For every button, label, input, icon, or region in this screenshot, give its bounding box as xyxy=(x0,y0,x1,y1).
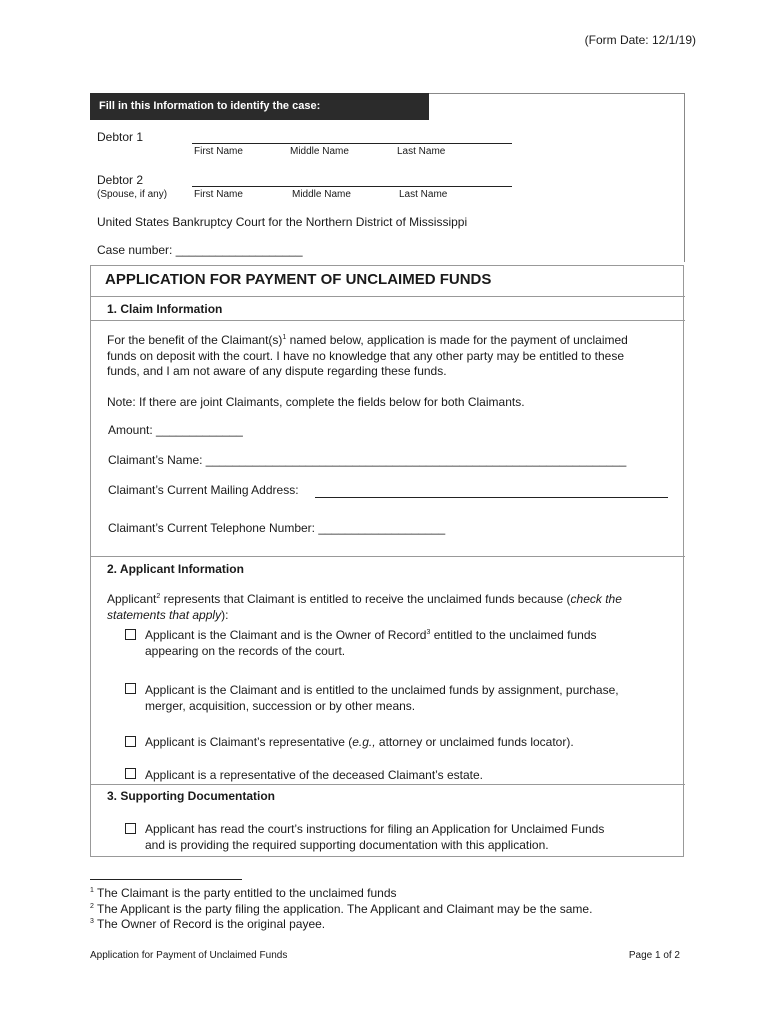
case-info-header: Fill in this Information to identify the case: xyxy=(90,93,429,120)
applicant-intro-text: Applicant xyxy=(107,592,157,606)
divider xyxy=(91,556,685,557)
debtor2-label: Debtor 2 xyxy=(97,173,144,187)
option-representative xyxy=(145,735,665,751)
option-text: Applicant has read the court’s instructions for filing an Application for Unclaimed Funds xyxy=(145,822,605,836)
debtor1-first-name-label: First Name xyxy=(194,146,243,157)
court-name: United States Bankruptcy Court for the Northern District of Mississippi xyxy=(97,215,468,229)
footnote-separator xyxy=(90,879,242,880)
debtor1-name-field[interactable] xyxy=(192,143,512,144)
applicant-intro xyxy=(107,592,677,623)
application-title: APPLICATION FOR PAYMENT OF UNCLAIMED FUNDS xyxy=(105,271,492,288)
footnote-number: 3 xyxy=(90,918,94,925)
case-number-field[interactable]: Case number: ___________________ xyxy=(97,243,303,257)
footnote-ref: 2 xyxy=(156,593,161,600)
debtor2-name-field[interactable] xyxy=(192,186,512,187)
option-text: attorney or unclaimed funds locator). xyxy=(375,735,574,749)
form-date: (Form Date: 12/1/19) xyxy=(584,33,696,47)
debtor2-last-name-label: Last Name xyxy=(399,189,448,200)
option-text: and is providing the required supporting documentation with this application. xyxy=(145,837,549,852)
debtor2-middle-name-label: Middle Name xyxy=(292,189,351,200)
option-owner-of-record xyxy=(145,628,665,659)
option-estate-representative: Applicant is a representative of the deceased Claimant’s estate. xyxy=(145,768,483,782)
option-text: merger, acquisition, succession or by other means. xyxy=(145,698,416,713)
divider xyxy=(91,784,685,785)
spouse-note: (Spouse, if any) xyxy=(97,189,168,200)
footnote-2 xyxy=(90,902,592,916)
option-text: Applicant is the Claimant and is entitled to the unclaimed funds by assignment, purchase, xyxy=(145,683,619,697)
footnote-text: The Owner of Record is the original payee. xyxy=(93,917,326,931)
option-text: Applicant is the Claimant and is the Owner of Record xyxy=(145,628,427,642)
debtor1-label: Debtor 1 xyxy=(97,130,144,144)
claim-paragraph xyxy=(107,333,677,380)
applicant-intro-italic: statements that apply xyxy=(107,607,222,622)
joint-claimants-note: Note: If there are joint Claimants, complete the fields below for both Claimants. xyxy=(107,395,525,409)
claimant-name-field[interactable]: Claimant’s Name: _______________________________________________________________ xyxy=(108,453,627,467)
option-text: appearing on the records of the court. xyxy=(145,643,346,658)
footer-title: Application for Payment of Unclaimed Funds xyxy=(90,950,288,961)
section3-heading: 3. Supporting Documentation xyxy=(107,789,275,803)
debtor1-last-name-label: Last Name xyxy=(397,146,446,157)
option-supporting-docs xyxy=(145,822,665,853)
footnote-1 xyxy=(90,886,397,900)
option-text: entitled to the unclaimed funds xyxy=(430,628,597,642)
claim-paragraph-text: named below, application is made for the payment of unclaimed xyxy=(286,333,628,347)
footnote-text: The Claimant is the party entitled to the unclaimed funds xyxy=(93,886,397,900)
checkbox-estate-representative[interactable] xyxy=(125,768,136,779)
mailing-address-label: Claimant’s Current Mailing Address: xyxy=(108,483,299,497)
checkbox-representative[interactable] xyxy=(125,736,136,747)
footnote-ref: 3 xyxy=(426,629,431,636)
checkbox-assignment[interactable] xyxy=(125,683,136,694)
applicant-intro-text: ): xyxy=(221,607,229,622)
claim-paragraph-text: For the benefit of the Claimant(s) xyxy=(107,333,283,347)
option-text: Applicant is Claimant’s representative ( xyxy=(145,735,353,749)
section1-heading: 1. Claim Information xyxy=(107,302,223,316)
footnote-3 xyxy=(90,917,325,931)
claim-paragraph-text: funds, and I am not aware of any dispute regarding these funds. xyxy=(107,364,447,378)
mailing-address-field[interactable] xyxy=(315,497,668,498)
applicant-intro-italic: check the xyxy=(570,592,622,606)
debtor1-middle-name-label: Middle Name xyxy=(290,146,349,157)
option-text-italic: e.g., xyxy=(352,735,376,749)
footnote-ref: 1 xyxy=(282,334,287,341)
amount-field[interactable]: Amount: _____________ xyxy=(108,423,243,437)
claim-paragraph-text: funds on deposit with the court. I have no knowledge that any other party may be entitled to these xyxy=(107,348,624,363)
footnote-number: 2 xyxy=(90,903,94,910)
section2-heading: 2. Applicant Information xyxy=(107,562,244,576)
page-number: Page 1 of 2 xyxy=(628,950,680,961)
checkbox-owner-of-record[interactable] xyxy=(125,629,136,640)
telephone-field[interactable]: Claimant’s Current Telephone Number: ___________________ xyxy=(108,521,446,535)
option-assignment xyxy=(145,683,665,714)
footnote-text: The Applicant is the party filing the application. The Applicant and Claimant may be the same. xyxy=(93,902,593,916)
debtor2-first-name-label: First Name xyxy=(194,189,243,200)
applicant-intro-text: represents that Claimant is entitled to receive the unclaimed funds because ( xyxy=(160,592,571,606)
divider xyxy=(91,296,685,297)
checkbox-supporting-docs[interactable] xyxy=(125,823,136,834)
footnote-number: 1 xyxy=(90,887,94,894)
divider xyxy=(91,320,685,321)
